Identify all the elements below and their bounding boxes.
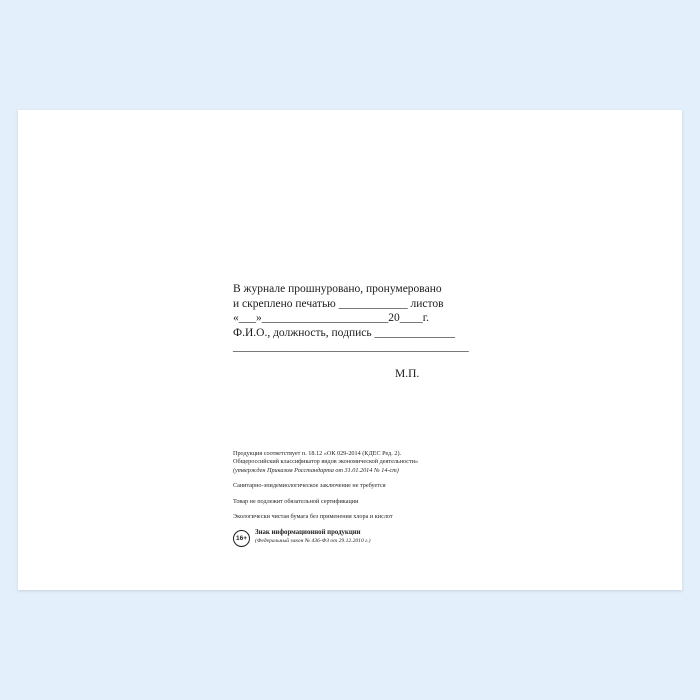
stamp-place-label: М.П. bbox=[395, 367, 420, 380]
legal-spacer-3 bbox=[233, 506, 533, 513]
age-rating-icon: 16+ bbox=[233, 530, 250, 547]
legal-block bbox=[233, 450, 533, 547]
certification-line-1: В журнале прошнуровано, пронумеровано bbox=[233, 283, 442, 295]
mark-subtitle: (Федеральный закон № 436-ФЗ от 29.12.2010 г.) bbox=[255, 538, 371, 545]
certification-line-2: и скреплено печатью ____________ листов bbox=[233, 297, 444, 310]
mark-text-group bbox=[255, 529, 371, 545]
document-page bbox=[18, 110, 682, 590]
information-product-mark bbox=[233, 529, 533, 547]
certification-line-3: «___»______________________20____г. bbox=[233, 312, 430, 324]
mark-title: Знак информационной продукции bbox=[255, 529, 361, 537]
legal-line-1: Продукция соответствует п. 18.12 «ОК 029-2014 (КДЕС Ред. 2). bbox=[233, 450, 402, 457]
certification-line-5: _________________________________________ bbox=[233, 341, 469, 353]
legal-line-6: Экологически чистая бумага без применения хлора и кислот bbox=[233, 513, 393, 521]
certification-line-4: Ф.И.О., должность, подпись ______________ bbox=[233, 326, 455, 339]
legal-spacer-1 bbox=[233, 475, 533, 482]
legal-spacer-2 bbox=[233, 491, 533, 498]
legal-line-5: Товар не подлежит обязательной сертификации bbox=[233, 497, 359, 505]
legal-line-2: Общероссийский классификатор видов экономической деятельности» bbox=[233, 458, 419, 466]
certification-block bbox=[233, 282, 493, 380]
legal-line-4: Санитарно-эпидемиологическое заключение не требуется bbox=[233, 482, 386, 490]
legal-line-3: (утвержден Приказом Росстандарта от 31.01.2014 № 14-ст) bbox=[233, 466, 399, 474]
